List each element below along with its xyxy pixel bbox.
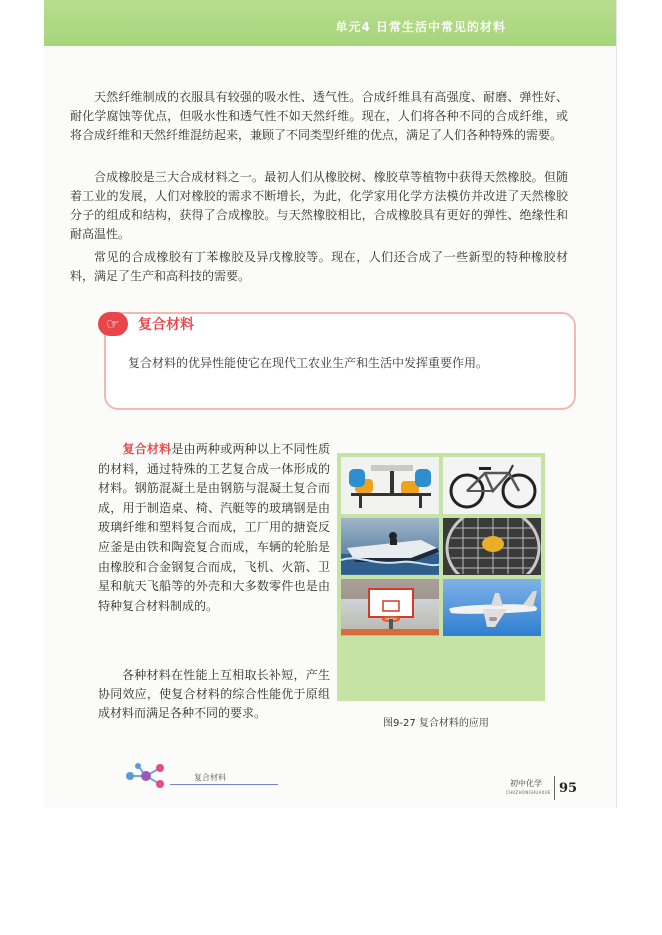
airplane-photo [443, 579, 541, 636]
key-point-title: 复合材料 [138, 317, 194, 333]
molecule-logo-icon [122, 762, 170, 794]
paragraph-fibers: 天然纤维制成的衣服具有较强的吸水性、透气性。合成纤维具有高强度、耐磨、弹性好、耐化学腐蚀等优点，但吸水性和透气性不如天然纤维。现在，人们将各种不同的合成纤维，或将合成纤维和天然纤维混纺起来，兼顾了不同类型纤维的优点，满足了人们各种特殊的需要。 [70, 90, 568, 142]
bicycle-photo [443, 457, 541, 514]
figure-caption: 图9-27 复合材料的应用 [383, 718, 489, 729]
basketball-hoop-photo [341, 579, 439, 636]
footer-section-label: 复合材料 [194, 773, 226, 782]
chapter-header [44, 0, 616, 46]
table-chairs-photo [341, 457, 439, 514]
footer-separator [554, 776, 555, 800]
speedboat-photo [341, 518, 439, 575]
composite-term: 复合材料 [122, 442, 172, 456]
key-point-header [104, 312, 194, 336]
footer-divider [170, 784, 278, 785]
book-title: 初中化学 [510, 779, 542, 788]
paragraph-rubber: 合成橡胶是三大合成材料之一。最初人们从橡胶树、橡胶草等植物中获得天然橡胶。但随着工业的发展，人们对橡胶的需求不断增长，为此，化学家用化学方法模仿并改进了天然橡胶分子的组成和结构，获得了合成橡胶。与天然橡胶相比，合成橡胶具有更好的弹性、绝缘性和耐高温性。 [70, 170, 568, 241]
key-point-text: 复合材料的优异性能使它在现代工农业生产和生活中发挥重要作用。 [128, 356, 489, 370]
paragraph-rubber-types: 常见的合成橡胶有丁苯橡胶及异戊橡胶等。现在，人们还合成了一些新型的特种橡胶材料，满足了生产和高科技的需要。 [70, 250, 568, 283]
composite-definition-text: 是由两种或两种以上不同性质的材料，通过特殊的工艺复合成一体形成的材料。钢筋混凝土是由钢筋与混凝土复合而成，用于制造桌、椅、汽艇等的玻璃钢是由玻璃纤维和塑料复合而成，工厂用的搪瓷反应釜是由铁和陶瓷复合而成，车辆的轮胎是由橡胶和合金钢复合而成，飞机、火箭、卫星和航天飞船等的外壳和大多数零件也是由特种复合材料制成的。 [98, 442, 330, 613]
composite-applications-figure [337, 453, 545, 701]
book-title-pinyin: CHUZHONGHUAXUE [506, 790, 551, 795]
racket-photo [443, 518, 541, 575]
page-number: 95 [559, 781, 578, 796]
paragraph-composite-definition [98, 440, 330, 616]
chapter-title: 单元4 日常生活中常见的材料 [335, 20, 506, 34]
paragraph-synergy: 各种材料在性能上互相取长补短，产生协同效应，使复合材料的综合性能优于原组成材料而满足各种不同的要求。 [98, 668, 330, 720]
hand-pointer-icon: ☞ [98, 312, 128, 336]
